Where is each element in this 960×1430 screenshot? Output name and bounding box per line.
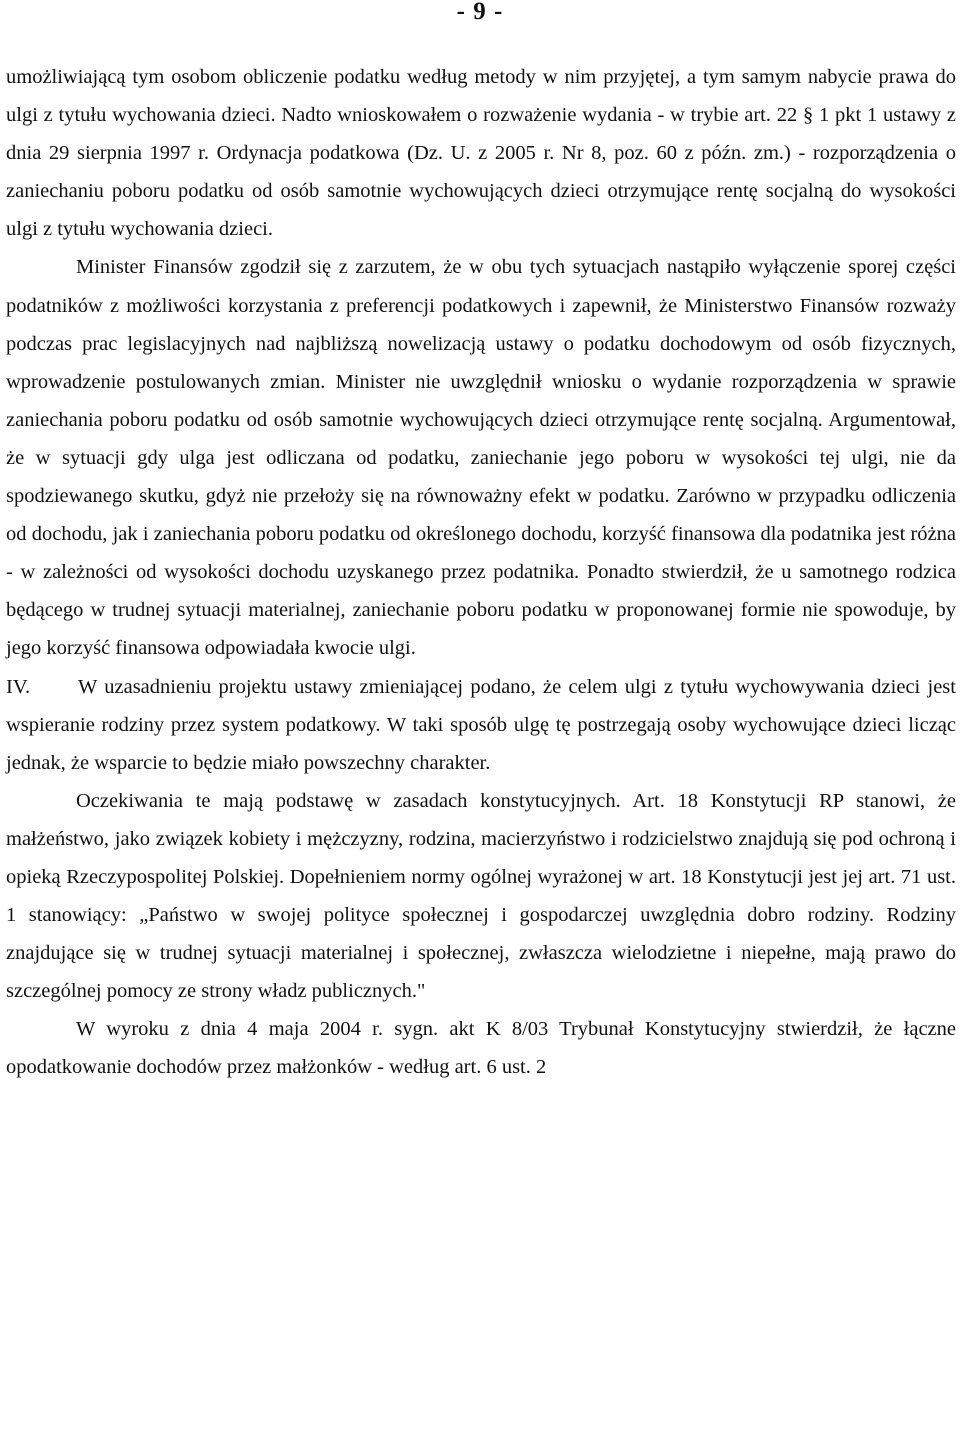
section-iv-text: W uzasadnieniu projektu ustawy zmieniającej podano, że celem ulgi z tytułu wychowywania dzieci jest wspieranie rodziny przez system podatkowy. W taki sposób ulgę tę postrzegają osoby wychowujące dzieci licząc jednak, że wsparcie to będzie miało powszechny charakter. xyxy=(6,675,956,774)
paragraph-2: Minister Finansów zgodził się z zarzutem, że w obu tych sytuacjach nastąpiło wyłączenie sporej części podatników z możliwości korzystania z preferencji podatkowych i zapewnił, że Ministerstwo Finansów rozważy podczas prac legislacyjnych nad najbliższą nowelizacją ustawy o podatku dochodowym od osób fizycznych, wprowadzenie postulowanych zmian. Minister nie uwzględnił wniosku o wydanie rozporządzenia w sprawie zaniechania poboru podatku od osób samotnie wychowujących dzieci otrzymujące rentę socjalną. Argumentował, że w sytuacji gdy ulga jest odliczana od podatku, zaniechanie jego poboru w wysokości tej ulgi, nie da spodziewanego skutku, gdyż nie przełoży się na równoważny efekt w podatku. Zarówno w przypadku odliczenia od dochodu, jak i zaniechania poboru podatku od określonego dochodu, korzyść finansowa dla podatnika jest różna - w zależności od wysokości dochodu uzyskanego przez podatnika. Ponadto stwierdził, że u samotnego rodzica będącego w trudnej sytuacji materialnej, zaniechanie poboru podatku w proponowanej formie nie spowoduje, by jego korzyść finansowa odpowiadała kwocie ulgi. xyxy=(6,256,956,660)
page-number: - 9 - xyxy=(456,0,504,25)
paragraph-4: Oczekiwania te mają podstawę w zasadach konstytucyjnych. Art. 18 Konstytucji RP stanowi, że małżeństwo, jako związek kobiety i mężczyzny, rodzina, macierzyństwo i rodzicielstwo znajdują się pod ochroną i opieką Rzeczypospolitej Polskiej. Dopełnieniem normy ogólnej wyrażonej w art. 18 Konstytucji jest jej art. 71 ust. 1 stanowiący: „Państwo w swojej polityce społecznej i gospodarczej uwzględnia dobro rodziny. Rodziny znajdujące się w trudnej sytuacji materialnej i społecznej, zwłaszcza wielodzietne i niepełne, mają prawo do szczególnej pomocy ze strony władz publicznych." xyxy=(6,789,956,1003)
section-iv-paragraph xyxy=(6,668,956,782)
section-number: IV. xyxy=(6,675,31,698)
document-body xyxy=(6,58,956,1087)
paragraph-5: W wyroku z dnia 4 maja 2004 r. sygn. akt K 8/03 Trybunał Konstytucyjny stwierdził, że łączne opodatkowanie dochodów przez małżonków - według art. 6 ust. 2 xyxy=(6,1018,956,1079)
paragraph-1: umożliwiającą tym osobom obliczenie podatku według metody w nim przyjętej, a tym samym nabycie prawa do ulgi z tytułu wychowania dzieci. Nadto wnioskowałem o rozważenie wydania - w trybie art. 22 § 1 pkt 1 ustawy z dnia 29 sierpnia 1997 r. Ordynacja podatkowa (Dz. U. z 2005 r. Nr 8, poz. 60 z późn. zm.) - rozporządzenia o zaniechaniu poboru podatku od osób samotnie wychowujących dzieci otrzymujące rentę socjalną do wysokości ulgi z tytułu wychowania dzieci. xyxy=(6,66,956,241)
